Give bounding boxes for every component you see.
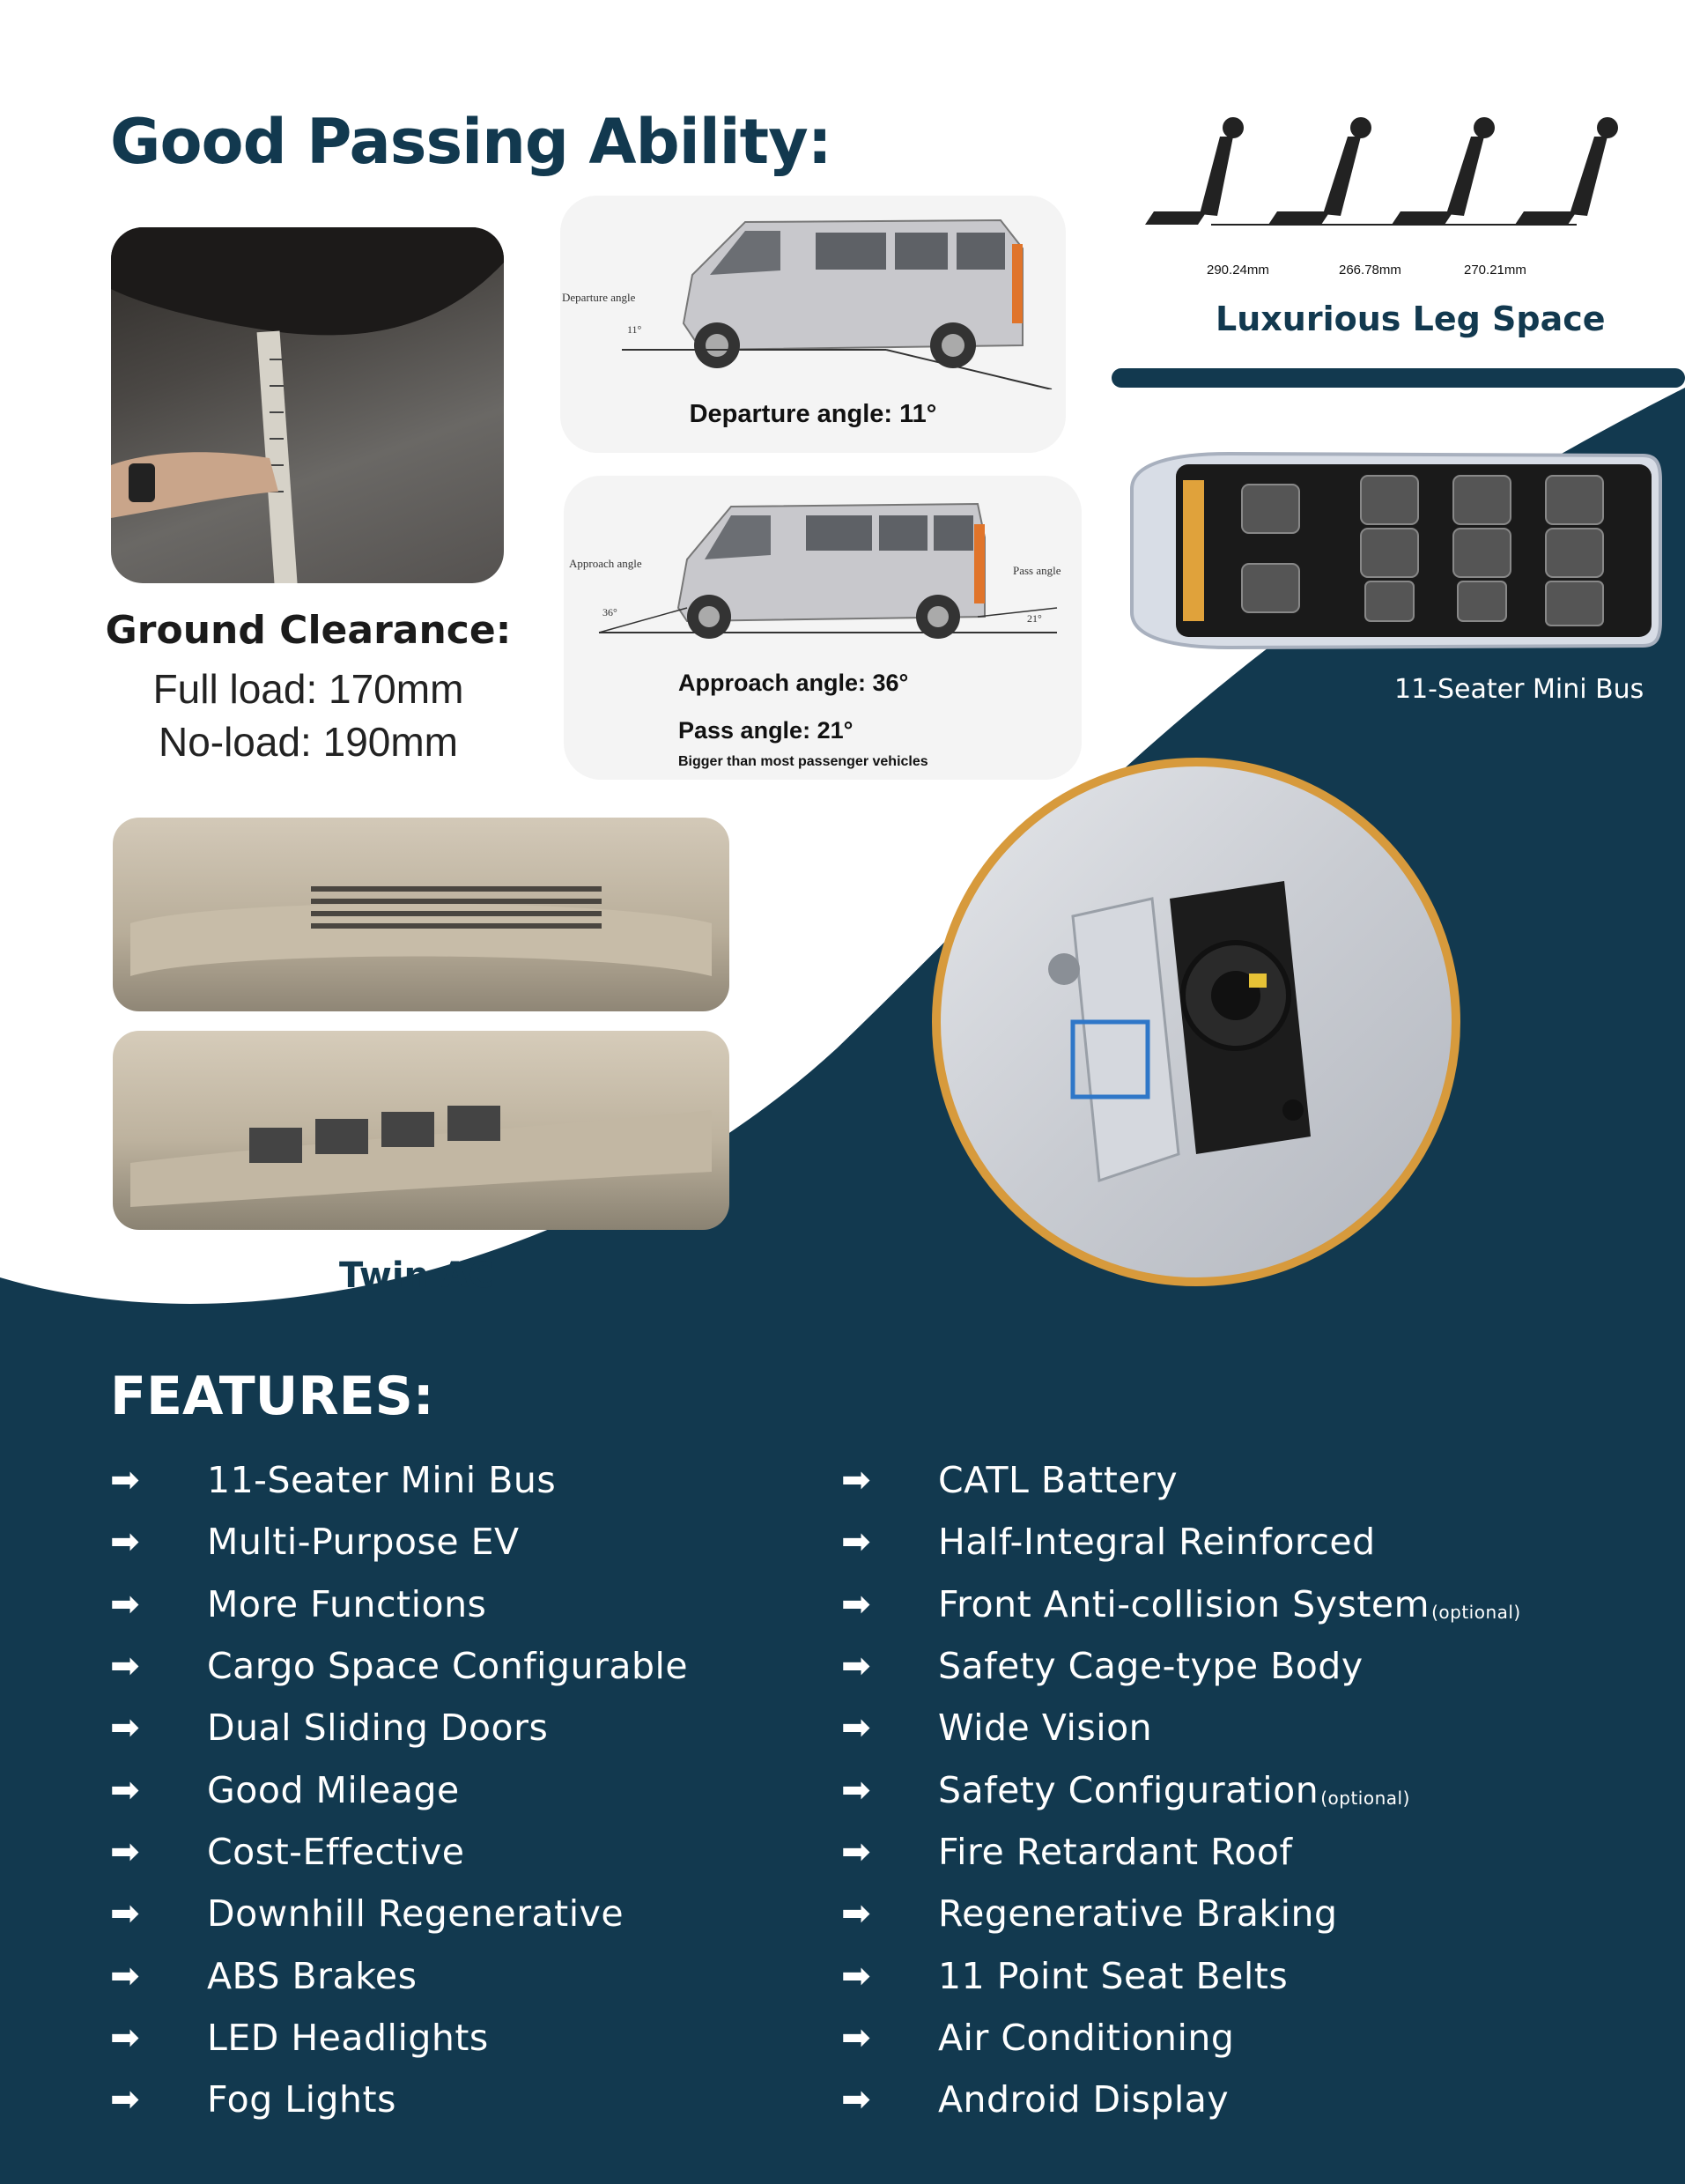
feature-text: Fog Lights <box>207 2078 396 2121</box>
feature-item <box>841 1511 1634 1573</box>
arrow-right-icon: ➡ <box>841 1646 872 1687</box>
feature-text: Safety Cage-type Body <box>938 1645 1364 1688</box>
feature-text: ABS Brakes <box>207 1954 418 1997</box>
feature-text: Android Display <box>938 2078 1230 2121</box>
departure-angle-card <box>560 196 1066 453</box>
seat-layout-topdown <box>1123 445 1665 656</box>
feature-text: Cargo Space Configurable <box>207 1645 689 1688</box>
feature-item <box>110 1883 815 1944</box>
feature-item <box>110 1573 815 1635</box>
departure-small-label: Departure angle <box>562 291 636 304</box>
arrow-right-icon: ➡ <box>841 1583 872 1625</box>
twin-ac-caption: Twin AC <box>339 1255 495 1296</box>
feature-item <box>841 1883 1634 1944</box>
feature-text: CATL Battery <box>938 1459 1179 1502</box>
approach-angle-card <box>564 476 1082 780</box>
pass-angle-caption: Pass angle: 21° <box>678 717 854 744</box>
arrow-right-icon: ➡ <box>841 1955 872 1996</box>
feature-item <box>841 1635 1634 1697</box>
arrow-right-icon: ➡ <box>110 1893 141 1935</box>
feature-text: Air Conditioning <box>938 2016 1235 2059</box>
feature-item <box>841 1944 1634 2006</box>
arrow-right-icon: ➡ <box>841 1460 872 1501</box>
feature-item <box>841 2007 1634 2069</box>
leg-space-measurement-1: 290.24mm <box>1207 263 1269 278</box>
departure-small-value: 11° <box>627 323 642 336</box>
features-list-left <box>110 1449 815 2130</box>
features-list-right <box>841 1449 1634 2130</box>
approach-angle-caption: Approach angle: 36° <box>678 670 909 696</box>
ground-clearance-no-load: No-load: 190mm <box>158 719 459 765</box>
feature-item <box>110 1449 815 1511</box>
feature-text: Half-Integral Reinforced <box>938 1521 1376 1564</box>
arrow-right-icon: ➡ <box>110 1769 141 1810</box>
feature-item <box>110 1944 815 2006</box>
feature-item <box>841 1449 1634 1511</box>
ground-clearance-title: Ground Clearance: <box>105 608 512 653</box>
feature-item <box>110 1697 815 1758</box>
feature-text: More Functions <box>207 1582 487 1625</box>
arrow-right-icon: ➡ <box>110 1831 141 1872</box>
feature-text: Downhill Regenerative <box>207 1892 624 1936</box>
feature-optional-note: (optional) <box>1431 1601 1521 1623</box>
arrow-right-icon: ➡ <box>110 1646 141 1687</box>
arrow-right-icon: ➡ <box>110 1521 141 1563</box>
ac-unit-photo-1 <box>113 818 729 1011</box>
feature-item <box>110 2007 815 2069</box>
approach-note: Bigger than most passenger vehicles <box>678 754 928 769</box>
feature-text: 11-Seater Mini Bus <box>207 1459 557 1502</box>
page-title: Good Passing Ability: <box>110 106 831 178</box>
feature-item <box>841 1758 1634 1820</box>
leg-space-caption: Luxurious Leg Space <box>1216 300 1606 338</box>
feature-text: Good Mileage <box>207 1768 460 1811</box>
feature-item <box>841 1573 1634 1635</box>
feature-item <box>841 1821 1634 1883</box>
arrow-right-icon: ➡ <box>841 1893 872 1935</box>
arrow-right-icon: ➡ <box>110 2079 141 2121</box>
feature-item <box>110 1821 815 1883</box>
approach-small-value: 36° <box>602 606 617 618</box>
arrow-right-icon: ➡ <box>110 1583 141 1625</box>
seat-leg-space-diagram <box>1136 110 1630 251</box>
feature-text: Dual Sliding Doors <box>207 1706 549 1750</box>
feature-item <box>841 1697 1634 1758</box>
feature-text: LED Headlights <box>207 2016 489 2059</box>
pass-small-label: Pass angle <box>1013 564 1061 577</box>
seat-layout-caption: 11-Seater Mini Bus <box>1394 674 1644 705</box>
arrow-right-icon: ➡ <box>841 1521 872 1563</box>
feature-text: Safety Configuration <box>938 1768 1319 1811</box>
feature-item <box>110 1635 815 1697</box>
ac-unit-photo-2 <box>113 1031 729 1230</box>
feature-item <box>110 1758 815 1820</box>
charging-port-photo <box>932 758 1460 1286</box>
feature-text: Wide Vision <box>938 1706 1153 1750</box>
arrow-right-icon: ➡ <box>841 1707 872 1749</box>
feature-text: Fire Retardant Roof <box>938 1830 1293 1873</box>
feature-text: 11 Point Seat Belts <box>938 1954 1289 1997</box>
feature-item <box>110 1511 815 1573</box>
arrow-right-icon: ➡ <box>110 2017 141 2058</box>
feature-text: Cost-Effective <box>207 1830 465 1873</box>
leg-space-measurement-3: 270.21mm <box>1464 263 1526 278</box>
feature-text: Front Anti-collision System <box>938 1582 1430 1625</box>
approach-small-label: Approach angle <box>569 557 642 570</box>
leg-space-measurement-2: 266.78mm <box>1339 263 1401 278</box>
arrow-right-icon: ➡ <box>841 1769 872 1810</box>
pass-small-value: 21° <box>1027 612 1042 625</box>
arrow-right-icon: ➡ <box>110 1460 141 1501</box>
feature-item <box>110 2069 815 2130</box>
departure-angle-caption: Departure angle: 11° <box>689 400 937 428</box>
features-title: FEATURES: <box>110 1366 434 1427</box>
feature-optional-note: (optional) <box>1320 1787 1410 1809</box>
arrow-right-icon: ➡ <box>110 1707 141 1749</box>
ground-clearance-photo <box>111 227 504 583</box>
arrow-right-icon: ➡ <box>841 2079 872 2121</box>
van-side-illustration <box>560 196 1066 389</box>
feature-item <box>841 2069 1634 2130</box>
feature-text: Regenerative Braking <box>938 1892 1338 1936</box>
arrow-right-icon: ➡ <box>841 2017 872 2058</box>
arrow-right-icon: ➡ <box>841 1831 872 1872</box>
feature-text: Multi-Purpose EV <box>207 1521 520 1564</box>
ground-clearance-full-load: Full load: 170mm <box>152 666 464 712</box>
arrow-right-icon: ➡ <box>110 1955 141 1996</box>
